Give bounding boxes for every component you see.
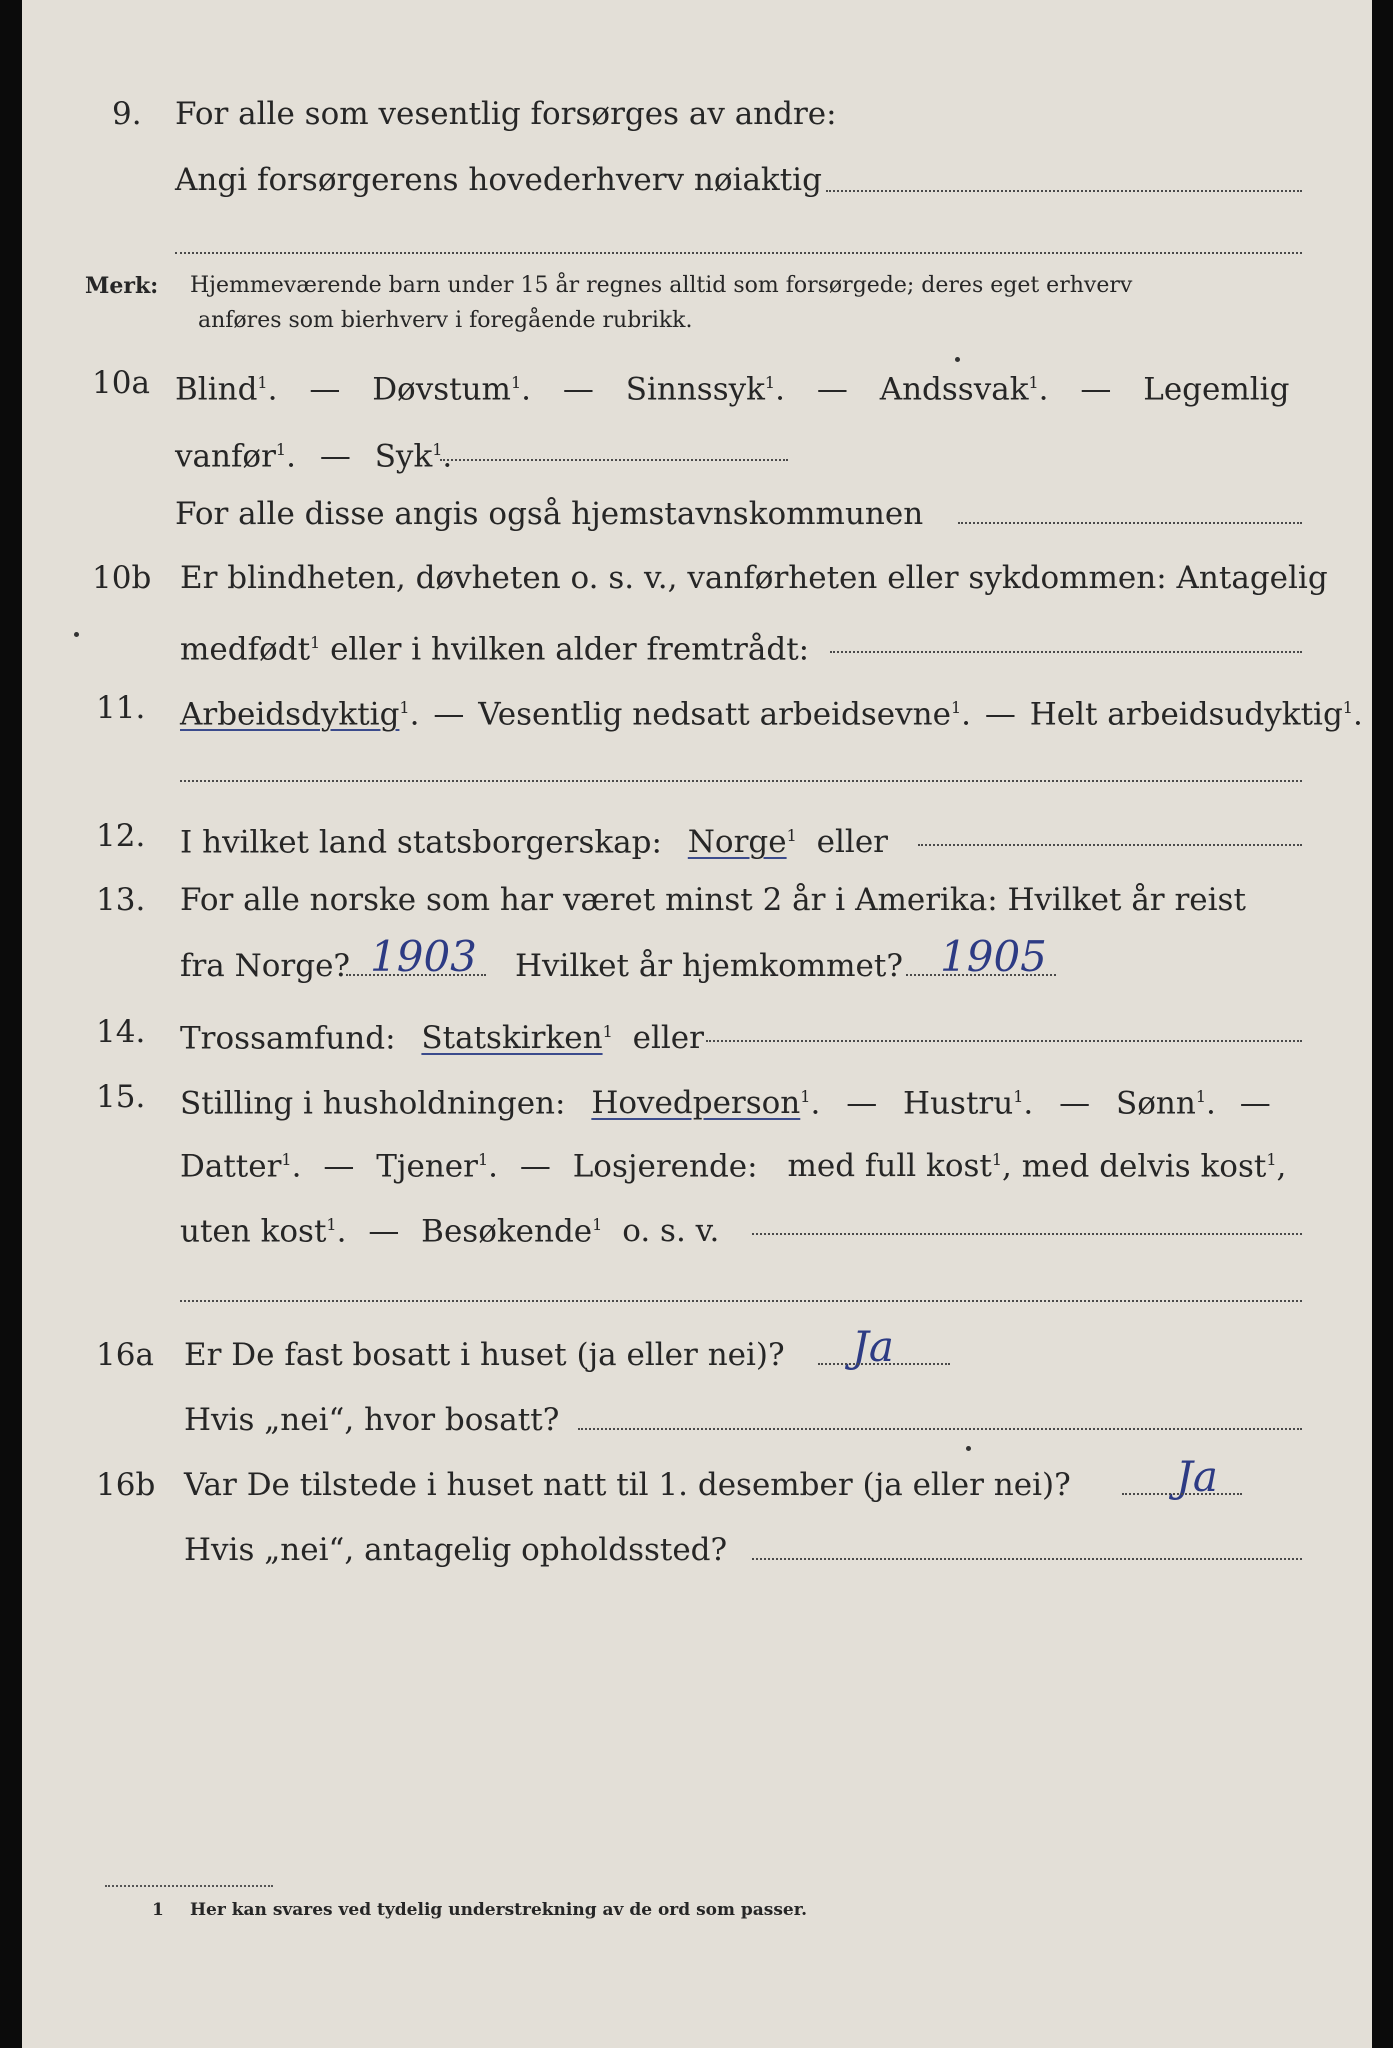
q15-number: 15. [96,1079,146,1115]
q15-line2: Datter$^1$. — Tjener$^1$. — Losjerende: med full kost$^1$, med delvis kost$^1$, [180,1148,1287,1185]
q16b-answer: Ja [1176,1452,1218,1501]
q13-hjem-line [906,974,1056,976]
q10a-vanfor: vanfør [175,438,276,475]
q11-number: 11. [96,690,146,726]
q10a-number: 10a [92,365,150,401]
q13-number: 13. [96,882,146,918]
q16b-answer-line [1122,1493,1242,1495]
footnote-rule [105,1885,273,1887]
q15-osv: o. s. v. [622,1213,720,1250]
q15-label: Stilling i husholdningen: [180,1085,566,1122]
q13-hjem: Hvilket år hjemkommet? [515,948,903,984]
q16a-answer: Ja [852,1322,894,1371]
q10a-blind: Blind [175,371,258,408]
q10a-dovstum: Døvstum [372,371,511,408]
q16a-bosatt-line [578,1428,1302,1430]
q15-uten-kost: uten kost [180,1213,327,1250]
q11-udyktig: Helt arbeidsudyktig [1029,696,1343,733]
q9-line2: Angi forsørgerens hovederhverv nøiaktig [175,162,822,198]
q13-fra: fra Norge? [180,948,351,984]
q15-tjener: Tjener [376,1148,478,1185]
q10b-rest: eller i hvilken alder fremtrådt: [330,631,810,668]
q16b-number: 16b [96,1467,156,1503]
q16b-line2: Hvis „nei“, antagelig opholdssted? [184,1532,728,1568]
q16a-answer-line [818,1363,950,1365]
q13-line1: For alle norske som har været minst 2 år i Amerika: Hvilket år reist [180,882,1246,918]
footnote-mark: 1 [152,1900,164,1920]
q16a-line2: Hvis „nei“, hvor bosatt? [184,1402,560,1438]
q15-full-kost: med full kost [787,1148,992,1185]
q10b-line2: medfødt$^1$ eller i hvilken alder fremtrådt: [180,631,810,668]
q13-reist-line [346,974,486,976]
q10b-line1: Er blindheten, døvheten o. s. v., vanførheten eller sykdommen: Antagelig [180,560,1328,596]
q9-answer-line [826,190,1302,192]
q10a-legemlig: Legemlig [1143,371,1290,408]
q10b-number: 10b [92,560,152,596]
q11-arbeidsdyktig: Arbeidsdyktig [180,696,400,733]
footnote-text: Her kan svares ved tydelig understrekning av de ord som passer. [190,1900,808,1920]
q10a-hjemstavn-line [958,522,1302,524]
q15-datter: Datter [180,1148,282,1185]
ink-dot [74,632,79,637]
q15-line1: Stilling i husholdningen: Hovedperson$^1$. — Hustru$^1$. — Sønn$^1$. — [180,1085,1271,1122]
q10a-andssvak: Andssvak [879,371,1029,408]
q10a-line1: Blind$^1$. — Døvstum$^1$. — Sinnssyk$^1$. — Andssvak$^1$. — Legemlig [175,371,1290,408]
q12-eller: eller [816,824,888,861]
q15-hovedperson: Hovedperson [591,1085,801,1122]
q15-line3: uten kost$^1$. — Besøkende$^1$ o. s. v. [180,1213,720,1250]
q16a-line1: Er De fast bosatt i huset (ja eller nei)? [184,1337,785,1373]
ink-dot [966,1446,971,1451]
q11-line: Arbeidsdyktig$^1$. — Vesentlig nedsatt arbeidsevne$^1$. — Helt arbeidsudyktig$^1$. [180,696,1363,733]
q10b-answer-line [830,651,1302,653]
q12-number: 12. [96,818,146,854]
q12-text: I hvilket land statsborgerskap: [180,824,662,861]
q12-line: I hvilket land statsborgerskap: Norge$^1$ eller [180,824,888,861]
q14-number: 14. [96,1014,146,1050]
q11-nedsatt: Vesentlig nedsatt arbeidsevne [478,696,951,733]
q14-text: Trossamfund: [180,1020,396,1057]
merk-label: Merk: [85,273,159,299]
q13-answer-hjemkommet: 1905 [940,932,1047,981]
q15-sonn: Sønn [1115,1085,1196,1122]
q15-delvis-kost: med delvis kost [1021,1148,1267,1185]
q14-answer-line [706,1040,1302,1042]
q14-eller: eller [632,1020,704,1057]
q10a-sinnssyk: Sinnssyk [625,371,765,408]
q10b-medfodt: medfødt [180,631,311,668]
ink-dot [955,357,960,362]
q9-number: 9. [112,96,142,132]
q9-answer-line-2 [175,252,1302,254]
q14-line: Trossamfund: Statskirken$^1$ eller [180,1020,704,1057]
q12-norge: Norge [687,824,787,861]
q10a-syk-line [440,459,788,461]
merk-line2: anføres som bierhverv i foregående rubrikk. [198,308,693,333]
q10a-syk: Syk [374,438,433,475]
q14-statskirken: Statskirken [421,1020,603,1057]
q10a-line3: For alle disse angis også hjemstavnskommunen [175,496,924,532]
q15-besokende: Besøkende [421,1213,593,1250]
q16b-oppholdssted-line [752,1558,1302,1560]
merk-line1: Hjemmeværende barn under 15 år regnes alltid som forsørgede; deres eget erhverv [190,273,1133,298]
q15-answer-line [752,1233,1302,1235]
q9-line1: For alle som vesentlig forsørges av andre: [175,96,837,132]
q15-hustru: Hustru [903,1085,1014,1122]
q10a-line2: vanfør$^1$. — Syk$^1$. [175,438,453,475]
q15-losjerende: Losjerende: [572,1148,758,1185]
q15-answer-line-2 [180,1300,1302,1302]
q11-answer-line [180,780,1302,782]
q16b-line1: Var De tilstede i huset natt til 1. desember (ja eller nei)? [184,1467,1071,1503]
q13-answer-reist: 1903 [370,932,477,981]
q16a-number: 16a [96,1337,154,1373]
q12-answer-line [918,844,1302,846]
